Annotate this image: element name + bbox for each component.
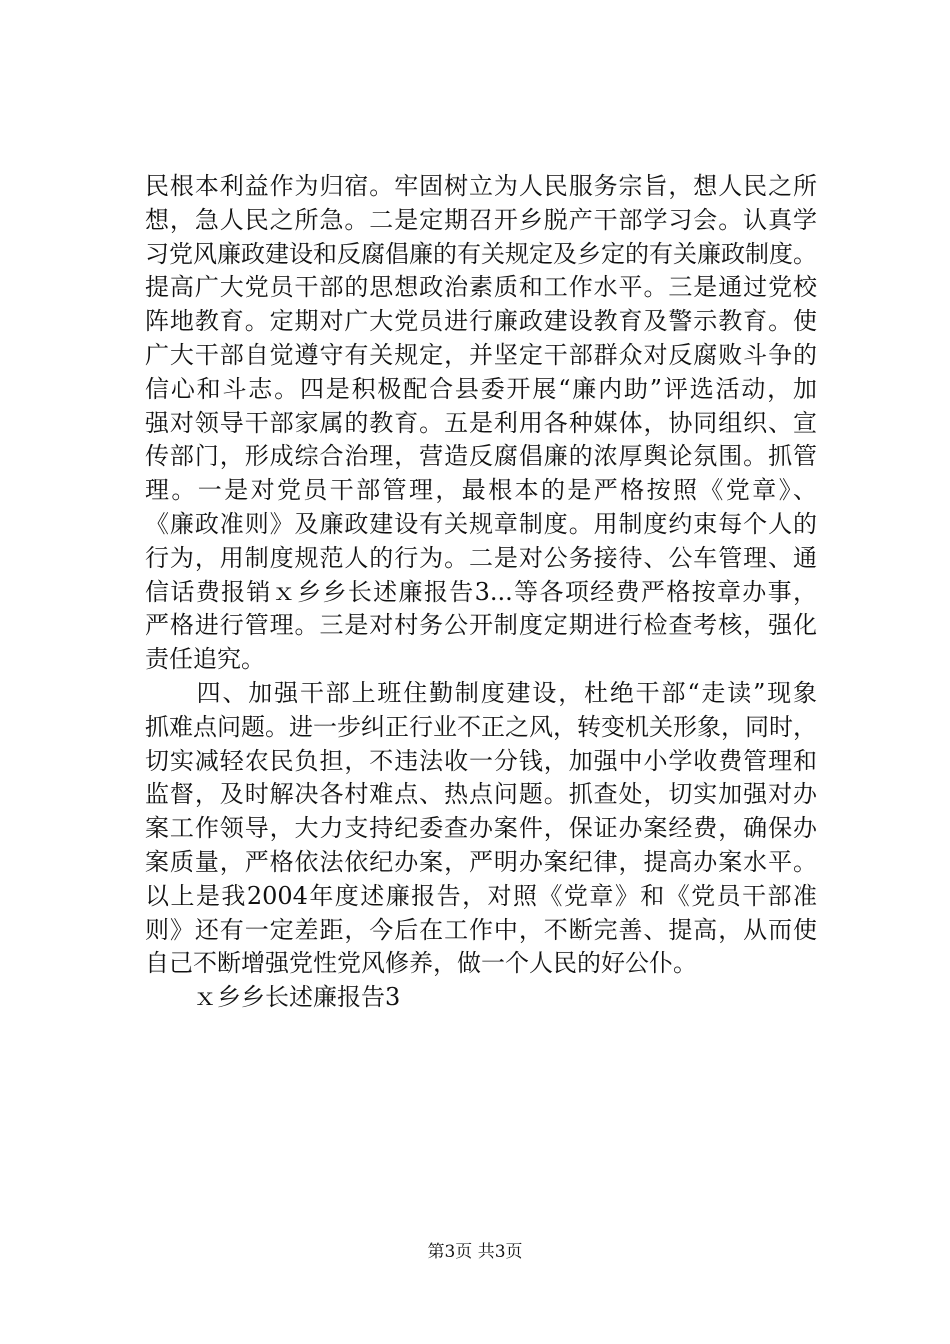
- text-line-6: 广大干部自觉遵守有关规定，并坚定干部群众对反腐败斗争的: [145, 340, 817, 369]
- text-line-13: 信话费报销ｘ乡乡长述廉报告3...等各项经费严格按章办事，: [145, 577, 817, 606]
- text-line-4: 提高广大党员干部的思想政治素质和工作水平。三是通过党校: [145, 273, 817, 302]
- text-line-23: 则》还有一定差距，今后在工作中，不断完善、提高，从而使: [145, 915, 817, 944]
- page-footer: 第3页 共3页: [427, 1242, 523, 1262]
- text-line-5: 阵地教育。定期对广大党员进行廉政建设教育及警示教育。使: [145, 307, 817, 336]
- text-line-21: 案质量，严格依法依纪办案，严明办案纪律，提高办案水平。: [145, 847, 817, 876]
- text-line-22: 以上是我2004年度述廉报告，对照《党章》和《党员干部准: [145, 881, 817, 910]
- text-line-17: 抓难点问题。进一步纠正行业不正之风，转变机关形象，同时，: [145, 712, 817, 741]
- text-line-8: 强对领导干部家属的教育。五是利用各种媒体，协同组织、宣: [145, 408, 817, 437]
- text-line-12: 行为，用制度规范人的行为。二是对公务接待、公车管理、通: [145, 543, 817, 572]
- text-line-15: 责任追究。: [145, 645, 265, 674]
- text-line-19: 监督，及时解决各村难点、热点问题。抓查处，切实加强对办: [145, 780, 817, 809]
- text-line-1: 民根本利益作为归宿。牢固树立为人民服务宗旨，想人民之所: [145, 172, 817, 200]
- text-line-7: 信心和斗志。四是积极配合县委开展“廉内助”评选活动，加: [145, 374, 817, 403]
- text-line-2: 想，急人民之所急。二是定期召开乡脱产干部学习会。认真学: [145, 205, 817, 234]
- text-line-24: 自己不断增强党性党风修养，做一个人民的好公仆。: [145, 949, 697, 978]
- text-line-10: 理。一是对党员干部管理，最根本的是严格按照《党章》、: [145, 476, 817, 505]
- text-line-18: 切实减轻农民负担，不违法收一分钱，加强中小学收费管理和: [145, 746, 817, 775]
- text-line-16: 四、加强干部上班住勤制度建设，杜绝干部“走读”现象: [145, 678, 817, 707]
- text-line-25: ｘ乡乡长述廉报告3: [145, 983, 401, 1012]
- text-line-14: 严格进行管理。三是对村务公开制度定期进行检查考核，强化: [145, 611, 817, 640]
- document-body: [145, 170, 817, 1015]
- text-line-11: 《廉政准则》及廉政建设有关规章制度。用制度约束每个人的: [145, 509, 817, 538]
- text-line-3: 习党风廉政建设和反腐倡廉的有关规定及乡定的有关廉政制度。: [145, 239, 817, 268]
- text-line-20: 案工作领导，大力支持纪委查办案件，保证办案经费，确保办: [145, 814, 817, 843]
- text-line-9: 传部门，形成综合治理，营造反腐倡廉的浓厚舆论氛围。抓管: [145, 442, 817, 471]
